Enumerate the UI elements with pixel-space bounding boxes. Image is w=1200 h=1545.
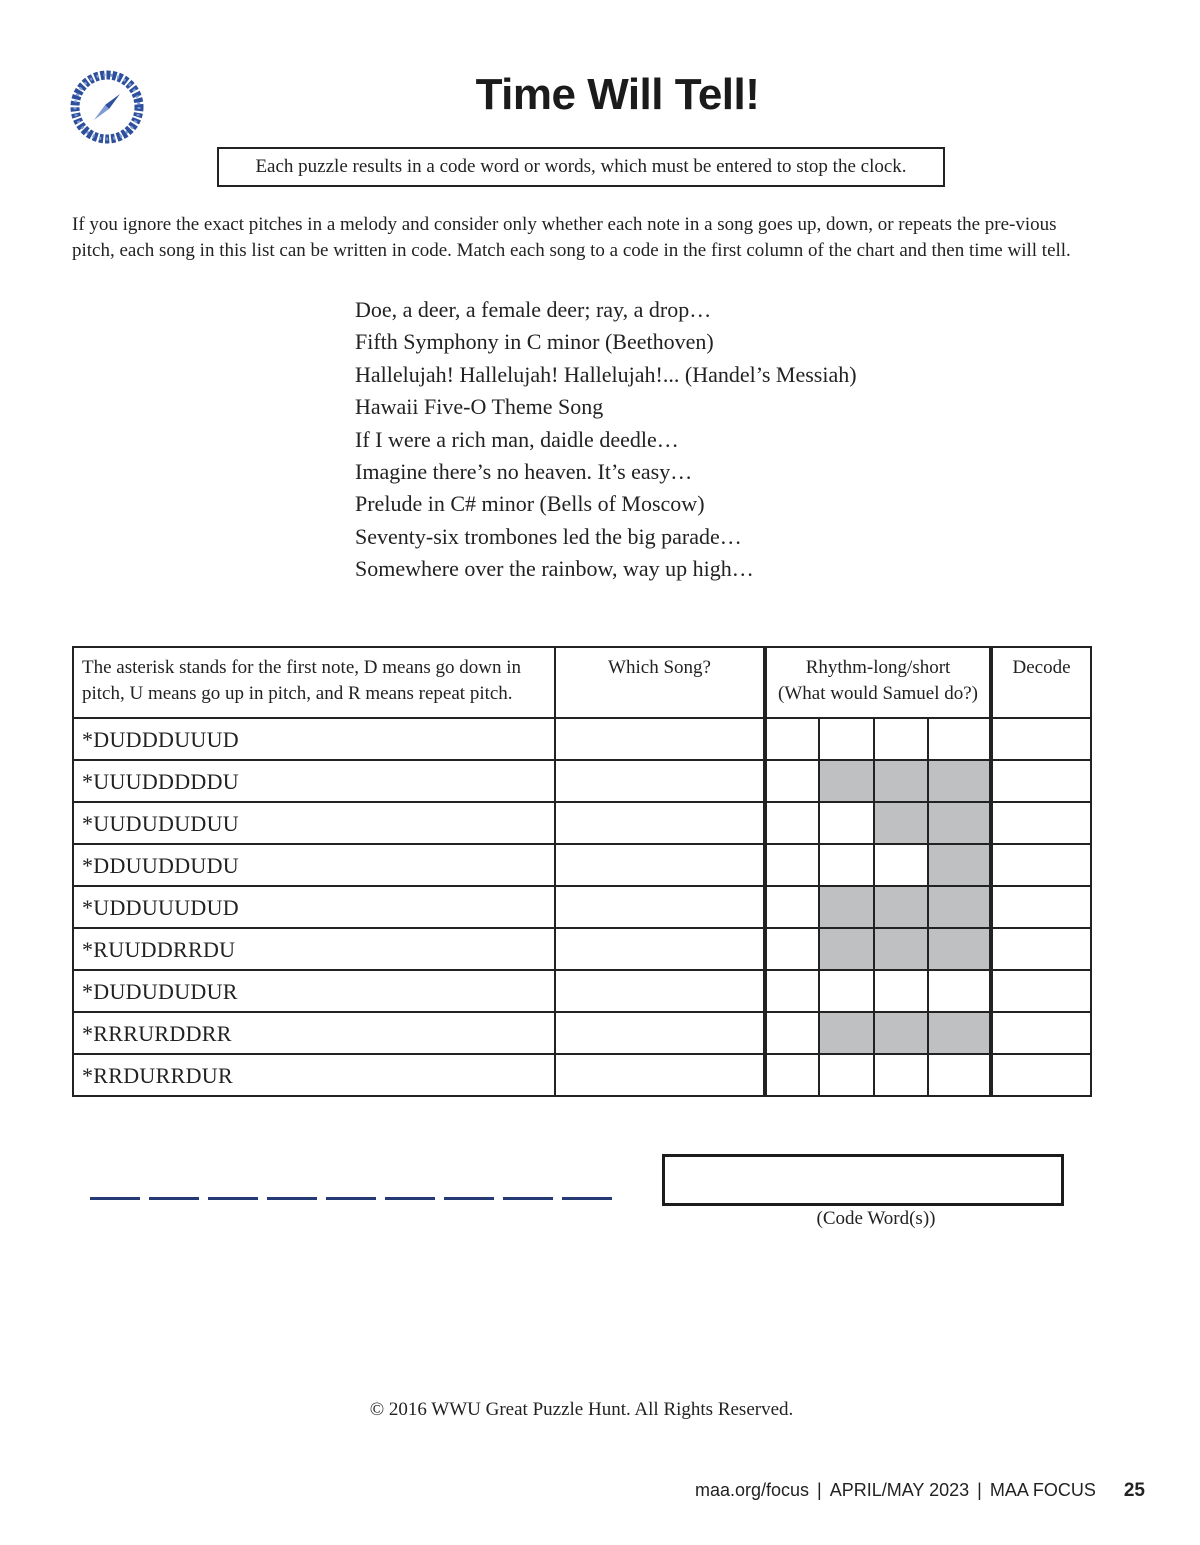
which-song-cell[interactable] xyxy=(555,886,765,928)
song-item: If I were a rich man, daidle deedle… xyxy=(355,426,679,452)
table-row xyxy=(73,844,1091,886)
table-row xyxy=(73,886,1091,928)
which-song-cell[interactable] xyxy=(555,970,765,1012)
song-item: Doe, a deer, a female deer; ray, a drop… xyxy=(355,297,712,322)
rhythm-cell[interactable] xyxy=(765,970,819,1012)
decode-column-header: Decode xyxy=(991,647,1091,718)
instructions-notice: Each puzzle results in a code word or words, which must be entered to stop the clock. xyxy=(217,147,945,187)
rhythm-cell xyxy=(819,1012,874,1054)
song-item: Fifth Symphony in C minor (Beethoven) xyxy=(355,329,714,355)
song-column-header: Which Song? xyxy=(555,647,765,718)
code-header-line2: pitch, U means go up in pitch, and R means repeat pitch. xyxy=(82,683,513,704)
rhythm-cell[interactable] xyxy=(765,886,819,928)
code-word-label: (Code Word(s)) xyxy=(816,1208,936,1229)
pitch-code: *DUDDDUUUD xyxy=(73,718,555,760)
copyright-notice: © 2016 WWU Great Puzzle Hunt. All Rights Reserved. xyxy=(369,1399,794,1420)
answer-blank[interactable] xyxy=(503,1197,553,1200)
rhythm-cell xyxy=(928,1012,991,1054)
table-row xyxy=(73,802,1091,844)
table-row xyxy=(73,970,1091,1012)
rhythm-cell xyxy=(928,844,991,886)
footer-magazine: MAA FOCUS xyxy=(989,1480,1096,1500)
rhythm-cell[interactable] xyxy=(874,1054,928,1096)
pitch-code: *UUUDDDDDU xyxy=(73,760,555,802)
footer-site: maa.org/focus xyxy=(694,1480,810,1500)
rhythm-cell xyxy=(874,886,928,928)
code-column-header xyxy=(73,647,555,718)
song-item: Hawaii Five-O Theme Song xyxy=(355,394,604,420)
answer-blank[interactable] xyxy=(562,1197,612,1200)
song-item: Seventy-six trombones led the big parade… xyxy=(355,523,742,549)
table-row xyxy=(73,718,1091,760)
pitch-code: *DDUUDDUDU xyxy=(73,844,555,886)
page-footer: maa.org/focus | APRIL/MAY 2023 | MAA FOCUS 25 xyxy=(694,1480,1145,1501)
puzzle-chart xyxy=(72,646,1092,1097)
rhythm-cell[interactable] xyxy=(765,1054,819,1096)
answer-blank[interactable] xyxy=(149,1197,199,1200)
rhythm-cell xyxy=(928,760,991,802)
song-item: Hallelujah! Hallelujah! Hallelujah!... (Handel’s Messiah) xyxy=(355,361,857,387)
song-item: Imagine there’s no heaven. It’s easy… xyxy=(355,459,693,485)
answer-blank[interactable] xyxy=(444,1197,494,1200)
decode-cell[interactable] xyxy=(991,1012,1091,1054)
decode-cell[interactable] xyxy=(991,886,1091,928)
rhythm-cell[interactable] xyxy=(928,1054,991,1096)
rhythm-cell xyxy=(819,928,874,970)
which-song-cell[interactable] xyxy=(555,1054,765,1096)
which-song-cell[interactable] xyxy=(555,718,765,760)
code-word-input[interactable] xyxy=(662,1154,1064,1206)
which-song-cell[interactable] xyxy=(555,1012,765,1054)
footer-issue: APRIL/MAY 2023 xyxy=(829,1480,970,1500)
chart-body xyxy=(73,718,1091,1096)
table-row xyxy=(73,928,1091,970)
page-title: Time Will Tell! xyxy=(475,70,760,119)
answer-blank[interactable] xyxy=(208,1197,258,1200)
rhythm-cell xyxy=(819,886,874,928)
rhythm-header-line2: (What would Samuel do?) xyxy=(778,683,979,704)
pitch-code: *DUDUDUDUR xyxy=(73,970,555,1012)
rhythm-cell xyxy=(928,928,991,970)
pitch-code: *RRRURDDRR xyxy=(73,1012,555,1054)
table-row xyxy=(73,1012,1091,1054)
table-row xyxy=(73,760,1091,802)
decode-cell[interactable] xyxy=(991,928,1091,970)
rhythm-cell[interactable] xyxy=(874,844,928,886)
rhythm-cell[interactable] xyxy=(765,1012,819,1054)
rhythm-cell[interactable] xyxy=(819,970,874,1012)
decode-cell[interactable] xyxy=(991,718,1091,760)
rhythm-cell xyxy=(874,1012,928,1054)
rhythm-cell[interactable] xyxy=(874,718,928,760)
rhythm-cell[interactable] xyxy=(765,760,819,802)
rhythm-cell[interactable] xyxy=(928,970,991,1012)
rhythm-cell[interactable] xyxy=(765,718,819,760)
rhythm-header-line1: Rhythm-long/short xyxy=(805,657,951,678)
decode-cell[interactable] xyxy=(991,1054,1091,1096)
answer-blank[interactable] xyxy=(267,1197,317,1200)
decode-cell[interactable] xyxy=(991,970,1091,1012)
rhythm-cell[interactable] xyxy=(819,1054,874,1096)
answer-blank[interactable] xyxy=(326,1197,376,1200)
song-item: Prelude in C# minor (Bells of Moscow) xyxy=(355,491,705,517)
page-number: 25 xyxy=(1123,1480,1145,1501)
pitch-code: *UUDUDUDUU xyxy=(73,802,555,844)
rhythm-cell xyxy=(819,760,874,802)
decode-cell[interactable] xyxy=(991,802,1091,844)
answer-blank[interactable] xyxy=(90,1197,140,1200)
rhythm-cell xyxy=(928,886,991,928)
rhythm-cell xyxy=(874,928,928,970)
rhythm-cell[interactable] xyxy=(874,970,928,1012)
pitch-code: *RRDURRDUR xyxy=(73,1054,555,1096)
rhythm-cell[interactable] xyxy=(819,802,874,844)
rhythm-column-header xyxy=(765,647,991,718)
song-item: Somewhere over the rainbow, way up high… xyxy=(355,556,754,582)
pitch-code: *UDDUUUDUD xyxy=(73,886,555,928)
pitch-code: *RUUDDRRDU xyxy=(73,928,555,970)
which-song-cell[interactable] xyxy=(555,844,765,886)
rhythm-cell xyxy=(928,802,991,844)
rhythm-cell xyxy=(874,802,928,844)
rhythm-cell[interactable] xyxy=(928,718,991,760)
rhythm-cell[interactable] xyxy=(765,928,819,970)
answer-blank[interactable] xyxy=(385,1197,435,1200)
table-row xyxy=(73,1054,1091,1096)
rhythm-cell[interactable] xyxy=(819,844,874,886)
decode-cell[interactable] xyxy=(991,760,1091,802)
intro-paragraph: If you ignore the exact pitches in a melody and consider only whether each note in a song goes up, down, or repeats the pre-vious pitch, each song in this list can be written in code. Match each song to a code in the first column of the chart and then time will tell. xyxy=(72,214,1071,261)
rhythm-cell[interactable] xyxy=(765,844,819,886)
rhythm-cell xyxy=(874,760,928,802)
rhythm-cell[interactable] xyxy=(819,718,874,760)
song-list xyxy=(355,294,857,586)
which-song-cell[interactable] xyxy=(555,802,765,844)
decode-cell[interactable] xyxy=(991,844,1091,886)
rhythm-cell[interactable] xyxy=(765,802,819,844)
code-header-line1: The asterisk stands for the first note, D means go down in xyxy=(82,657,522,678)
which-song-cell[interactable] xyxy=(555,760,765,802)
which-song-cell[interactable] xyxy=(555,928,765,970)
